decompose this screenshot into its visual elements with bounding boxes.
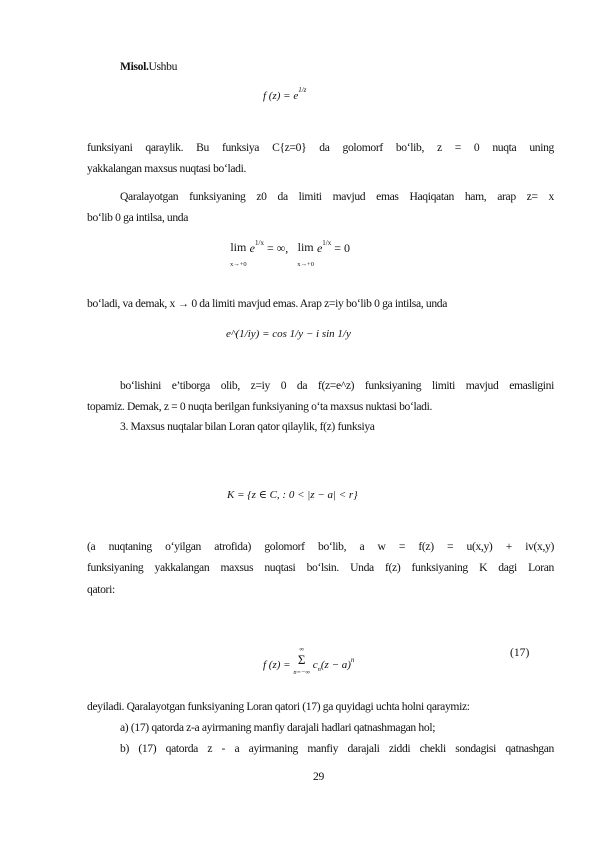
limit-one-result: = ∞,: [266, 241, 289, 255]
limit-exponent: 1/x: [255, 239, 264, 247]
example-heading-line: [120, 61, 177, 73]
paragraph-line: (a nuqtaning o‘yilgan atrofida) golomorf bo‘lib, a w = f(z) = u(x,y) + iv(x,y): [87, 540, 554, 553]
paragraph-line: funksiyaning yakkalangan maxsus nuqtasi bo‘lsin. Unda f(z) funksiyaning K dagi Loran: [87, 561, 554, 574]
paragraph-line: bo‘lishini e’tiborga olib, z=iy 0 da f(z=e^z) funksiyaning limiti mavjud emasligini: [120, 379, 554, 392]
laurent-factor: (z − a): [320, 658, 351, 671]
formula-limits: [230, 240, 350, 270]
formula-laurent-series: [263, 644, 354, 677]
limit-one: [230, 240, 247, 270]
laurent-sum-lower: n=−∞: [293, 668, 310, 676]
paragraph-line: bo‘lib 0 ga intilsa, unda: [87, 211, 189, 224]
example-intro-text: Ushbu: [148, 60, 178, 73]
equation-number: (17): [510, 646, 530, 659]
list-item: a) (17) qatorda z-a ayirmaning manfiy darajali hadlari qatnashmagan hol;: [120, 721, 436, 734]
formula-exp-one-over-z: [263, 87, 306, 102]
paragraph-line: yakkalangan maxsus nuqtasi bo‘ladi.: [87, 162, 247, 175]
laurent-coeff-index: n: [317, 665, 321, 673]
paragraph-line: qatori:: [87, 583, 115, 596]
formula-f1-body: f (z) = e: [263, 90, 299, 102]
laurent-power: n: [350, 655, 355, 664]
formula-annulus-set: K = {z ∈ C, : 0 < |z − a| < r}: [227, 489, 358, 501]
limit-two-result: = 0: [334, 241, 351, 255]
list-item: b) (17) qatorda z - a ayirmaning manfiy darajali ziddi chekli sondagisi qatnashgan: [120, 742, 554, 755]
limit-two: [297, 240, 314, 270]
laurent-sum: [293, 644, 310, 677]
paragraph-line: bo‘ladi, va demak, x → 0 da limiti mavjud emas. Arap z=iy bo‘lib 0 ga intilsa, unda: [87, 297, 448, 310]
paragraph-line: funksiyani qaraylik. Bu funksiya C{z=0} da golomorf bo‘lib, z = 0 nuqta uning: [87, 141, 554, 154]
laurent-sum-upper: ∞: [299, 646, 304, 653]
paragraph-line: 3. Maxsus nuqtalar bilan Loran qator qilaylik, f(z) funksiya: [120, 420, 375, 433]
limit-two-operator: lim: [297, 240, 314, 254]
exp-base: e: [249, 241, 255, 255]
paragraph-line: deyiladi. Qaralayotgan funksiyaning Loran qatori (17) ga quyidagi uchta holni qaraymiz:: [87, 700, 470, 713]
limit-one-subscript: x→+0: [230, 261, 247, 268]
example-label: Misol.: [120, 60, 149, 73]
laurent-sum-symbol: Σ: [297, 651, 306, 667]
formula-euler: e^(1/iy) = cos 1/y − i sin 1/y: [226, 328, 351, 340]
paragraph-line: topamiz. Demak, z = 0 nuqta berilgan funksiyaning o‘ta maxsus nuktasi bo‘ladi.: [87, 400, 433, 413]
limit-exponent: 1/x: [322, 239, 332, 247]
laurent-coeff: c: [312, 658, 318, 671]
limit-two-subscript: x→+0: [297, 261, 314, 268]
exp-base: e: [316, 241, 323, 255]
limit-one-operator: lim: [230, 240, 247, 254]
paragraph-line: Qaralayotgan funksiyaning z0 da limiti mavjud emas Haqiqatan ham, arap z= x: [120, 190, 554, 203]
laurent-lhs: f (z) =: [263, 658, 294, 671]
page-number: 29: [313, 770, 324, 783]
formula-f1-exponent: 1/z: [298, 86, 307, 94]
